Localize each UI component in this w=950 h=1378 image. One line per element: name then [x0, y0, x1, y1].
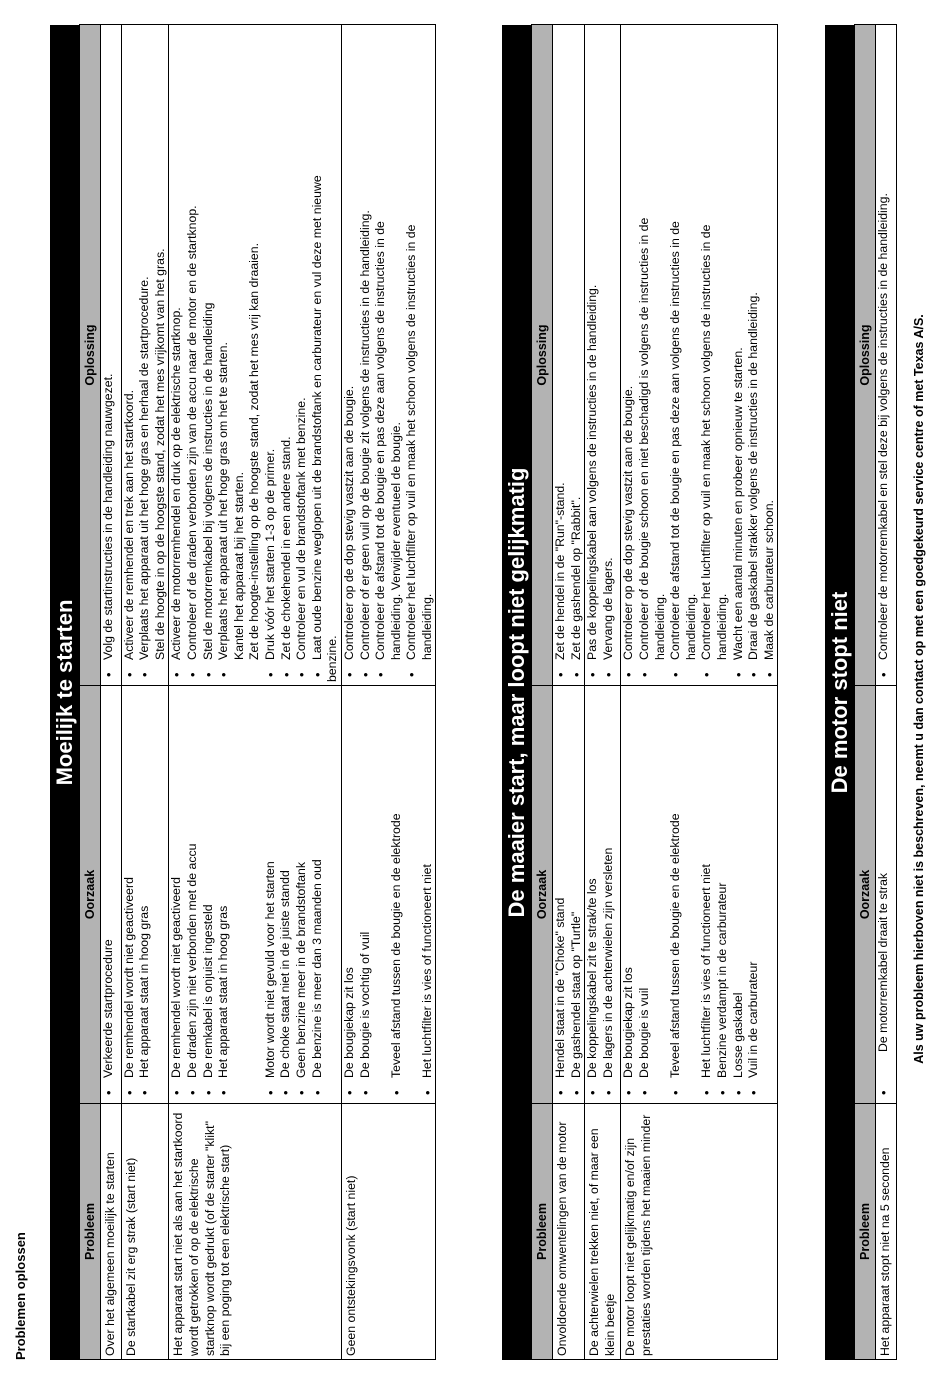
solution-item: handleiding. [419, 593, 434, 660]
solution-item: handleiding. [683, 593, 698, 660]
solution-item: • Controleer op de dop stevig vastzit aan de bougie. [342, 28, 358, 682]
cause-item: • Teveel afstand tussen de bougie en de elektrode [668, 689, 684, 1100]
section-difficult-start [50, 25, 436, 1360]
section-title: De motor stopt niet [825, 25, 854, 1360]
cause-item: • De benzine is meer dan 3 maanden oud [310, 689, 326, 1100]
table-row [101, 25, 122, 1360]
cause-item: • Het apparaat staat in hoog gras [137, 689, 153, 1100]
solution-item: • Stel de motorremkabel bij volgens de instructies in de handleiding [201, 28, 217, 682]
cause-item: • De choke staat niet in de juiste standd [278, 689, 294, 1100]
cause-item: • De gashendel staat op "Turtle" [569, 689, 585, 1100]
solution-item: • Controleer de motorremkabel en stel deze bij volgens de instructies in de handleiding. [876, 28, 892, 682]
cause-item: • De bougiekap zit los [342, 689, 358, 1100]
cause-item: • De remhendel wordt niet geactiveerd [169, 689, 185, 1100]
cause-item: • De draden zijn niet verbonden met de accu [185, 689, 201, 1100]
solution-item: • Wacht een aantal minuten en probeer opnieuw te starten. [731, 28, 747, 682]
header-cause: Oorzaak [532, 686, 553, 1104]
section-engine-does-not-stop [825, 25, 897, 1360]
cause-item: • De bougiekap zit los [621, 689, 637, 1100]
table-row [621, 25, 778, 1360]
cause-item: • Benzine verdampt in de carburateur [715, 689, 731, 1100]
solution-item: • Draai de gaskabel strakker volgens de instructies in de handleiding. [746, 28, 762, 682]
section-title: De maaier start, maar loopt niet gelijkmatig [502, 25, 531, 1360]
solution-cell [169, 25, 342, 686]
cause-item: • Het luchtfilter is vies of functioneert niet [699, 689, 715, 1100]
problem-cell: De motor loopt niet gelijkmatig en/of zijn prestaties worden tijdens het maaien minder [621, 1104, 778, 1360]
troubleshooting-table [79, 24, 436, 1360]
table-row [341, 25, 436, 1360]
table-row [169, 25, 342, 1360]
cause-cell [553, 686, 585, 1104]
solution-item: • Controleer de afstand tot de bougie en pas deze aan volgens de instructies in de [668, 28, 684, 682]
header-problem: Probleem [80, 1104, 101, 1360]
solution-item: • Volg de startinstructies in de handleiding nauwgezet. [101, 28, 117, 682]
solution-cell [101, 25, 122, 686]
table-row [553, 25, 585, 1360]
solution-cell [585, 25, 621, 686]
cause-item: • De koppelingskabel zit te strak/te los [585, 689, 601, 1100]
header-solution: Oplossing [80, 25, 101, 686]
problem-cell: Het apparaat stopt niet na 5 seconden [876, 1104, 897, 1360]
cause-item: • Teveel afstand tussen de bougie en de elektrode [389, 689, 405, 1100]
page-title: Problemen oplossen [13, 1232, 28, 1360]
cause-cell [585, 686, 621, 1104]
cause-cell [876, 686, 897, 1104]
solution-cell [553, 25, 585, 686]
solution-item: • Maak de carburateur schoon. [762, 28, 778, 682]
solution-cell [876, 25, 897, 686]
cause-item: • Geen benzine meer in de brandstoftank [294, 689, 310, 1100]
solution-item: • Controleer of er geen vuil op de bougie zit volgens de instructies in de handleiding. [358, 28, 374, 682]
solution-cell [341, 25, 436, 686]
cause-item: • De bougie is vochtig of vuil [358, 689, 374, 1100]
solution-item: • Zet de chokehendel in een andere stand. [279, 28, 295, 682]
cause-item: • De bougie is vuil [637, 689, 653, 1100]
solution-item: • Druk vóór het starten 1-3 op de primer. [263, 28, 279, 682]
troubleshooting-table [854, 24, 897, 1360]
solution-item: • Activeer de motorremhendel en druk op de elektrische startknop. [169, 28, 185, 682]
solution-item: Kantel het apparaat bij het starten. [231, 472, 246, 660]
cause-cell [169, 686, 342, 1104]
problem-cell: Geen ontstekingsvonk (start niet) [341, 1104, 436, 1360]
cause-cell [341, 686, 436, 1104]
cause-item: • De remkabel is onjuist ingesteld [201, 689, 217, 1100]
table-header-row [532, 25, 553, 1360]
table-header-row [855, 25, 876, 1360]
solution-item: • Controleer op de dop stevig vastzit aan de bougie. [621, 28, 637, 682]
problem-cell: Het apparaat start niet als aan het startkoord wordt getrokken of op de elektrische startknop wordt gedrukt (of de starter "klikt" bij een poging tot een elektrische start) [169, 1104, 342, 1360]
solution-item: Stel de hoogte in op de hoogste stand, zodat het mes vrijkomt van het gras. [152, 248, 167, 660]
cause-item: • Verkeerde startprocedure [101, 689, 117, 1100]
solution-item: • Zet de gashendel op "Rabbit". [569, 28, 585, 682]
solution-cell [121, 25, 169, 686]
cause-cell [621, 686, 778, 1104]
solution-item: • Pas de koppelingskabel aan volgens de instructies in de handleiding. [585, 28, 601, 682]
table-row [121, 25, 169, 1360]
solution-item: • Activeer de remhendel en trek aan het startkoord. [122, 28, 138, 682]
cause-item: • Het apparaat staat in hoog gras [216, 689, 232, 1100]
solution-item: • Laat oude benzine weglopen uit de brandstoftank en carburateur en vul deze met nieuwe [310, 28, 326, 682]
cause-item: • De remhendel wordt niet geactiveerd [122, 689, 138, 1100]
cause-item: • De motorremkabel draait te strak [876, 689, 892, 1100]
footer-note: Als uw probleem hierboven niet is beschreven, neemt u dan contact op met een goedgekeurd service centre of met Texas A/S. [912, 314, 926, 1064]
solution-item: • Controleer de afstand tot de bougie en pas deze aan volgens de instructies in de [373, 28, 389, 682]
troubleshooting-table [531, 24, 778, 1360]
problem-cell: De startkabel zit erg strak (start niet) [121, 1104, 169, 1360]
problem-cell: Onvoldoende omwentelingen van de motor [553, 1104, 585, 1360]
solution-item: handleiding. [714, 593, 729, 660]
header-problem: Probleem [855, 1104, 876, 1360]
cause-item: • De lagers in de achterwielen zijn versleten [601, 689, 617, 1100]
solution-item: handleiding. [652, 593, 667, 660]
problem-cell: Over het algemeen moeilijk te starten [101, 1104, 122, 1360]
solution-item: • Verplaats het apparaat uit het hoge gras en herhaal de startprocedure. [137, 28, 153, 682]
solution-item: • Vervang de lagers. [601, 28, 617, 682]
header-problem: Probleem [532, 1104, 553, 1360]
solution-item: • Verplaats het apparaat uit het hoge gras om het te starten. [216, 28, 232, 682]
header-cause: Oorzaak [80, 686, 101, 1104]
table-row [585, 25, 621, 1360]
table-row [876, 25, 897, 1360]
solution-item: Zet de hoogte-instelling op de hoogste stand, zodat het mes vrij kan draaien. [247, 243, 262, 660]
cause-item: • Het luchtfilter is vies of functioneert niet [420, 689, 436, 1100]
solution-item: • Zet de hendel in de "Run"-stand. [553, 28, 569, 682]
solution-cell [621, 25, 778, 686]
solution-item: benzine. [325, 635, 340, 682]
solution-item: • Controleer het luchtfilter op vuil en maak het schoon volgens de instructies in de [699, 28, 715, 682]
problem-cell: De achterwielen trekken niet, of maar een klein beetje [585, 1104, 621, 1360]
solution-item: • Controleer of de bougie schoon en niet beschadigd is volgens de instructies in de [637, 28, 653, 682]
solution-item: • Controleer en vul de brandstoftank met benzine. [294, 28, 310, 682]
cause-item: • Hendel staat in de "Choke" stand [553, 689, 569, 1100]
cause-item: • Losse gaskabel [731, 689, 747, 1100]
section-runs-unevenly [502, 25, 778, 1360]
solution-item: • Controleer of de draden verbonden zijn van de accu naar de motor en de startknop. [185, 28, 201, 682]
header-solution: Oplossing [855, 25, 876, 686]
cause-cell [101, 686, 122, 1104]
table-header-row [80, 25, 101, 1360]
header-cause: Oorzaak [855, 686, 876, 1104]
cause-item: • Vuil in de carburateur [746, 689, 762, 1100]
header-solution: Oplossing [532, 25, 553, 686]
cause-cell [121, 686, 169, 1104]
solution-item: handleiding. Verwijder eventueel de bougie. [388, 422, 403, 660]
cause-item: • Motor wordt niet gevuld voor het starten [263, 689, 279, 1100]
section-title: Moeilijk te starten [50, 25, 79, 1360]
solution-item: • Controleer het luchtfilter op vuil en maak het schoon volgens de instructies in de [404, 28, 420, 682]
